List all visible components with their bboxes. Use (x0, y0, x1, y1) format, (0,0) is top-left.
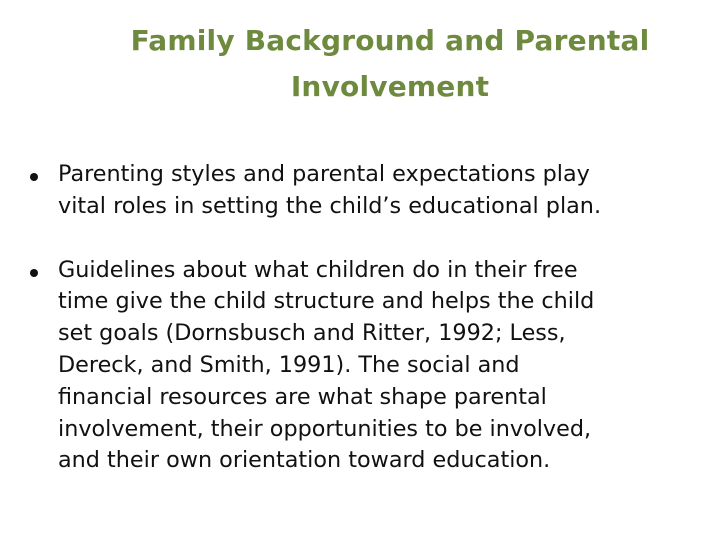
slide-title-line-2: Involvement (290, 70, 490, 103)
slide-title-line-1: Family Background and Parental (130, 24, 650, 57)
bullet-line: involvement, their opportunities to be involved, (58, 415, 592, 442)
bullet-item-parenting-styles (30, 159, 710, 223)
bullet-list (30, 159, 710, 477)
bullet-line: Guidelines about what children do in their free (58, 256, 578, 283)
bullet-line: vital roles in setting the child’s educational plan. (58, 192, 602, 219)
slide-title (80, 18, 700, 110)
bullet-line: financial resources are what shape parental (58, 383, 547, 410)
bullet-item-guidelines (30, 255, 710, 478)
bullet-line: Parenting styles and parental expectations play (58, 161, 590, 187)
bullet-line: time give the child structure and helps the child (58, 288, 595, 315)
bullet-line: Dereck, and Smith, 1991). The social and (58, 351, 520, 378)
bullet-line: set goals (Dornsbusch and Ritter, 1992; Less, (58, 320, 566, 347)
bullet-dot-icon (30, 269, 38, 277)
bullet-dot-icon (30, 173, 38, 181)
bullet-line: and their own orientation toward education. (58, 447, 551, 474)
